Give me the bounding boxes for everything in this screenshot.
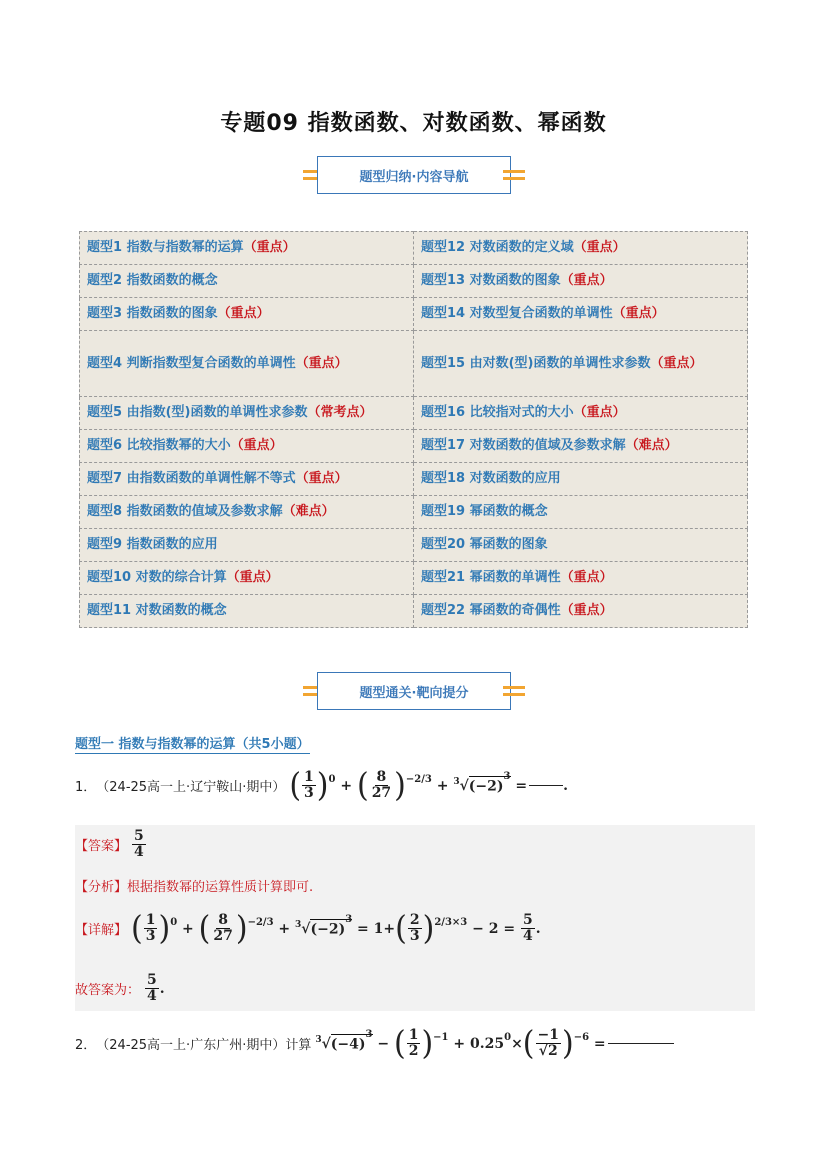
nav-cell-left <box>80 496 414 529</box>
nav-topic-tag: （重点） <box>243 240 296 255</box>
nav-cell-right <box>414 232 748 265</box>
nav-topic-tag: （重点） <box>573 240 626 255</box>
nav-cell-right <box>414 496 748 529</box>
nav-topic-text: 题型2 指数函数的概念 <box>87 273 218 288</box>
nav-banner <box>303 156 525 194</box>
nav-row <box>80 331 748 397</box>
practice-banner <box>303 672 525 710</box>
nav-row <box>80 298 748 331</box>
nav-cell-left <box>80 232 414 265</box>
nav-row <box>80 529 748 562</box>
nav-topic-text: 题型16 比较指对式的大小 <box>421 405 574 420</box>
practice-banner-label: 题型通关·靶向提分 <box>317 672 511 710</box>
nav-row <box>80 595 748 628</box>
nav-cell-right <box>414 298 748 331</box>
detail-line <box>75 908 541 948</box>
nav-cell-right <box>414 595 748 628</box>
nav-topic-text: 题型19 幂函数的概念 <box>421 504 548 519</box>
nav-topic-tag: （重点） <box>295 355 348 371</box>
nav-topic-text: 题型14 对数型复合函数的单调性 <box>421 306 613 321</box>
nav-cell-right <box>414 430 748 463</box>
nav-cell-right <box>414 463 748 496</box>
answer-label: 【答案】 <box>75 839 128 854</box>
nav-row <box>80 232 748 265</box>
nav-cell-left <box>80 298 414 331</box>
question-number: 1． <box>75 780 97 795</box>
nav-row <box>80 430 748 463</box>
nav-topic-text: 题型17 对数函数的值域及参数求解 <box>421 438 626 453</box>
page-title: 专题09 指数函数、对数函数、幂函数 <box>220 111 607 136</box>
nav-topic-tag: （重点） <box>560 273 613 288</box>
section-heading: 题型一 指数与指数幂的运算（共5小题） <box>75 733 310 754</box>
nav-cell-left <box>80 331 414 397</box>
nav-topic-text: 题型10 对数的综合计算 <box>87 570 227 585</box>
nav-topic-text: 题型5 由指数(型)函数的单调性求参数 <box>87 405 308 420</box>
nav-topic-text: 题型18 对数函数的应用 <box>421 471 561 486</box>
nav-topic-text: 题型20 幂函数的图象 <box>421 537 548 552</box>
nav-row <box>80 496 748 529</box>
answer-panel <box>75 825 755 1011</box>
nav-topic-text: 题型11 对数函数的概念 <box>87 603 227 618</box>
nav-topic-text: 题型21 幂函数的单调性 <box>421 570 561 585</box>
nav-topic-tag: （难点） <box>625 438 678 453</box>
nav-cell-right <box>414 265 748 298</box>
nav-cell-right <box>414 397 748 430</box>
detail-label: 【详解】 <box>75 923 128 938</box>
nav-topic-text: 题型4 判断指数型复合函数的单调性 <box>87 355 296 371</box>
nav-topic-tag: （常考点） <box>307 405 373 420</box>
nav-topic-tag: （重点） <box>217 306 270 321</box>
nav-topic-tag: （重点） <box>295 471 348 486</box>
nav-topic-tag: （难点） <box>282 504 335 519</box>
nav-row <box>80 463 748 496</box>
nav-topic-tag: （重点） <box>560 570 613 585</box>
nav-cell-left <box>80 595 414 628</box>
answer-line <box>75 829 147 860</box>
nav-topic-text: 题型12 对数函数的定义域 <box>421 240 574 255</box>
nav-topic-tag: （重点） <box>573 405 626 420</box>
nav-cell-left <box>80 529 414 562</box>
nav-row <box>80 397 748 430</box>
nav-topic-tag: （重点） <box>612 306 665 321</box>
nav-topic-text: 题型3 指数函数的图象 <box>87 306 218 321</box>
nav-topic-text: 题型9 指数函数的应用 <box>87 537 218 552</box>
nav-topic-tag: （重点） <box>230 438 283 453</box>
question-source: （24-25高一上·辽宁鞍山·期中） <box>96 780 286 795</box>
nav-cell-right <box>414 529 748 562</box>
nav-topic-text: 题型22 幂函数的奇偶性 <box>421 603 561 618</box>
nav-topic-text: 题型1 指数与指数幂的运算 <box>87 240 244 255</box>
question-number: 2． <box>75 1038 97 1053</box>
question-source: （24-25高一上·广东广州·期中）计算 <box>96 1038 312 1053</box>
nav-topic-tag: （重点） <box>650 355 703 371</box>
nav-topic-tag: （重点） <box>226 570 279 585</box>
nav-cell-right <box>414 331 748 397</box>
topic-navigation-table <box>79 231 748 628</box>
nav-topic-text: 题型13 对数函数的图象 <box>421 273 561 288</box>
nav-topic-text: 题型7 由指数函数的单调性解不等式 <box>87 471 296 486</box>
conclusion-line: 故答案为： $\frac{5}{4}$ . <box>75 972 165 1004</box>
nav-topic-text: 题型15 由对数(型)函数的单调性求参数 <box>421 355 651 371</box>
detail-expression: ( $\frac{1}{3}$ ) $^0$ + ( $\frac{8}{27}$ ) $^{-2/3}$ + $^3$ √ $(-2)^3$ = 1+ ( $\frac{2}{3}$ ) $^{2/3\times 3}$ − 2 = $\frac{5}{4}$ . <box>131 908 541 948</box>
analysis-label: 【分析】 <box>75 880 128 895</box>
nav-cell-left <box>80 397 414 430</box>
question-1-expression: ( $\frac{1}{3}$ ) $^0$ + ( $\frac{8}{27}$ ) $^{-2/3}$ + $^3$ √ $(-2)^3$ = . <box>289 765 568 805</box>
question-2-expression: $^3$ √ $(-4)^3$ − ( $\frac{1}{2}$ ) $^{-1}$ + 0.25 $^0$ × ( $\frac{-1}{√2}$ ) $^{-6}$ = <box>315 1028 673 1059</box>
nav-row <box>80 265 748 298</box>
answer-denominator: 4 <box>134 844 144 860</box>
nav-cell-left <box>80 430 414 463</box>
answer-numerator: 5 <box>134 828 144 844</box>
nav-topic-text: 题型8 指数函数的值域及参数求解 <box>87 504 283 519</box>
question-1 <box>75 765 568 805</box>
nav-banner-label: 题型归纳·内容导航 <box>317 156 511 194</box>
question-2 <box>75 1023 674 1063</box>
nav-topic-tag: （重点） <box>560 603 613 618</box>
nav-cell-left <box>80 265 414 298</box>
analysis-line <box>75 876 313 895</box>
nav-row <box>80 562 748 595</box>
conclusion-text: 故答案为： <box>75 983 141 998</box>
analysis-text: 根据指数幂的运算性质计算即可. <box>127 880 314 895</box>
nav-cell-left <box>80 562 414 595</box>
nav-cell-left <box>80 463 414 496</box>
nav-topic-text: 题型6 比较指数幂的大小 <box>87 438 231 453</box>
nav-cell-right <box>414 562 748 595</box>
